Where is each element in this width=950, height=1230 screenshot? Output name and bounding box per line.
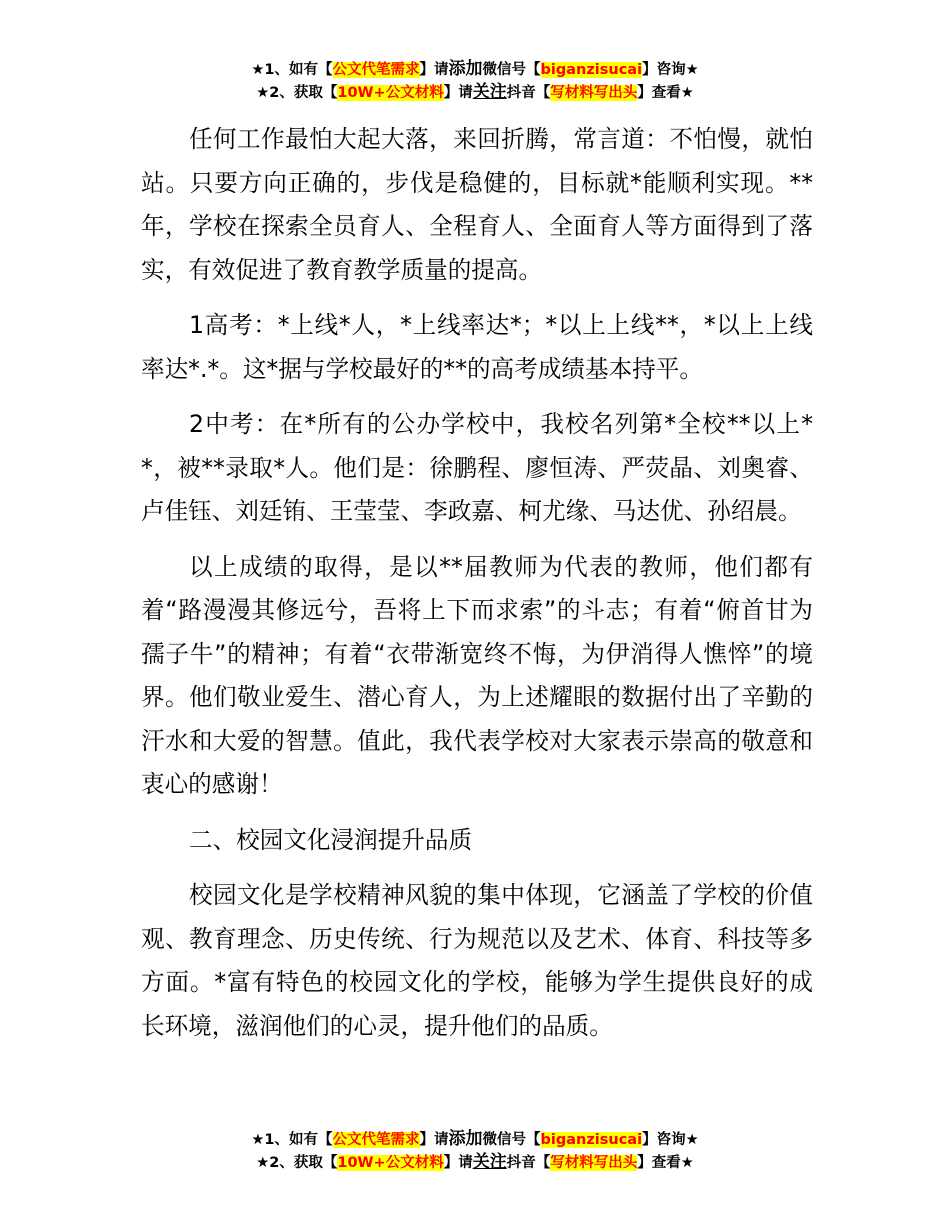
paragraph: 以上成绩的取得，是以**届教师为代表的教师，他们都有着“路漫漫其修远兮，吾将上下而求索”的斗志；有着“俯首甘为孺子牛”的精神；有着“衣带渐宽终不悔，为伊消得人憔悴”的境界。他们敬业爱生、潜心育人，为上述耀眼的数据付出了辛勤的汗水和大爱的智慧。值此，我代表学校对大家表示崇高的敬意和衷心的感谢！: [141, 552, 813, 798]
header-banner: [0, 58, 950, 104]
banner-line-1: ★1、如有【公文代笔需求】请添加微信号【biganzisucai】咨询★: [251, 1129, 699, 1149]
banner-line-2: ★2、获取【10W+公文材料】请关注抖音【写材料写出头】查看★: [256, 82, 694, 102]
banner-highlight: 10W+公文材料: [337, 85, 444, 101]
footer-banner: [0, 1128, 950, 1174]
banner-highlight: biganzisucai: [540, 62, 643, 78]
banner-line-1: ★1、如有【公文代笔需求】请添加微信号【biganzisucai】咨询★: [251, 59, 699, 79]
banner-highlight: biganzisucai: [540, 1132, 643, 1148]
section-heading: 二、校园文化浸润提升品质: [189, 825, 473, 854]
banner-line-2: ★2、获取【10W+公文材料】请关注抖音【写材料写出头】查看★: [256, 1152, 694, 1172]
paragraph: 任何工作最怕大起大落，来回折腾，常言道：不怕慢，就怕站。只要方向正确的，步伐是稳健的，目标就*能顺利实现。**年，学校在探索全员育人、全程育人、全面育人等方面得到了落实，有效促进了教育教学质量的提高。: [141, 125, 813, 284]
banner-highlight: 公文代笔需求: [332, 62, 420, 78]
banner-highlight: 10W+公文材料: [337, 1155, 444, 1171]
banner-highlight: 公文代笔需求: [332, 1132, 420, 1148]
paragraph: 1高考：*上线*人，*上线率达*；*以上上线**，*以上上线率达*.*。这*据与学校最好的**的高考成绩基本持平。: [141, 311, 813, 383]
document-body: [141, 118, 813, 1060]
paragraph: 2中考：在*所有的公办学校中，我校名列第*全校**以上**，被**录取*人。他们是：徐鹏程、廖恒涛、严荧晶、刘奥睿、卢佳钰、刘廷铕、王莹莹、李政嘉、柯尤缘、马达优、孙绍晨。: [141, 410, 813, 525]
banner-highlight: 写材料写出头: [550, 85, 638, 101]
banner-highlight: 写材料写出头: [550, 1155, 638, 1171]
paragraph: 校园文化是学校精神风貌的集中体现，它涵盖了学校的价值观、教育理念、历史传统、行为规范以及艺术、体育、科技等多方面。*富有特色的校园文化的学校，能够为学生提供良好的成长环境，滋润他们的心灵，提升他们的品质。: [141, 881, 813, 1040]
